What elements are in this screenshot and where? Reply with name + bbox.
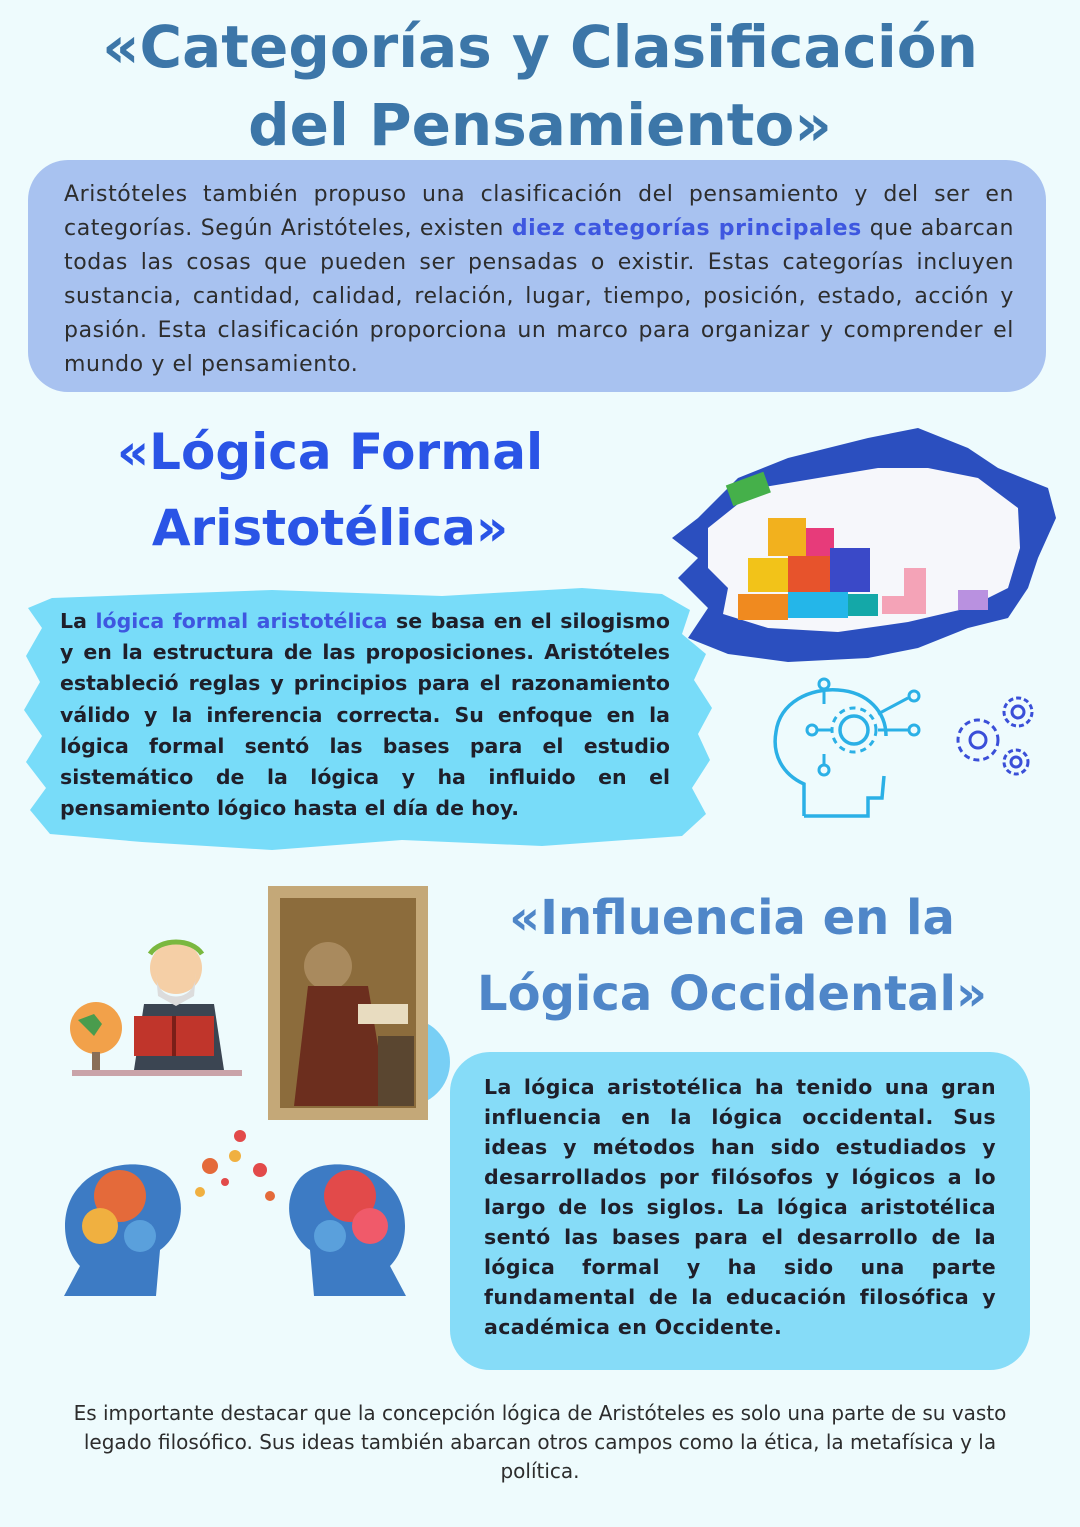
page-title: «Categorías y Clasificación del Pensamiento» [102,13,978,159]
categories-text-end: que abarcan todas las cosas que pueden ser pensadas o existir. Estas categorías incluyen sustancia, cantidad, calidad, relación, lugar, tiempo, posición, estado, acción y pasión. Esta clasificación proporciona un marco para organizar y comprender el mundo y el pensamiento. [64,216,1014,377]
categories-box [28,160,1046,392]
influence-box [450,1052,1030,1370]
categories-highlight: diez categorías principales [511,216,862,241]
influence-paragraph: La lógica aristotélica ha tenido una gran influencia en la lógica occidental. Sus ideas y métodos han sido estudiados y desarrollados por filósofos y lógicos a lo largo de los siglos. La lógica aristotélica sentó las bases para el desarrollo de la lógica formal y ha sido una parte fundamental de la educación filosófica y académica en Occidente. [484,1075,996,1339]
formal-logic-highlight: lógica formal aristotélica [95,609,388,633]
aristotle-cartoon-illustration [64,924,254,1079]
formal-logic-text-start: La [60,609,96,633]
aristotle-icon-painting [258,886,453,1126]
formal-logic-text-end: se basa en el silogismo y en la estructura de las proposiciones. Aristóteles estableció reglas y principios para el razonamiento válido y la inferencia correcta. Su enfoque en la lógica formal sentó las bases para el estudio sistemático de la lógica y ha influido en el pensamiento lógico hasta el día de hoy. [60,609,670,821]
heads-exchanging-gears-image [60,1126,410,1302]
building-blocks-image [668,418,1060,668]
head-gear-icon [758,674,928,824]
categories-text-start: Aristóteles también propuso una clasificación del pensamiento y del ser en categorías. Según Aristóteles, existen [64,182,1014,241]
formal-logic-title: «Lógica Formal Aristotélica» [116,423,544,557]
influence-title: «Influencia en la Lógica Occidental» [477,890,987,1022]
gears-icon [948,690,1048,780]
formal-logic-paragraph [60,606,670,824]
footer-note: Es importante destacar que la concepción lógica de Aristóteles es solo una parte de su vasto legado filosófico. Sus ideas también abarcan otros campos como la ética, la metafísica y la política. [73,1401,1007,1483]
categories-paragraph [64,178,1014,382]
